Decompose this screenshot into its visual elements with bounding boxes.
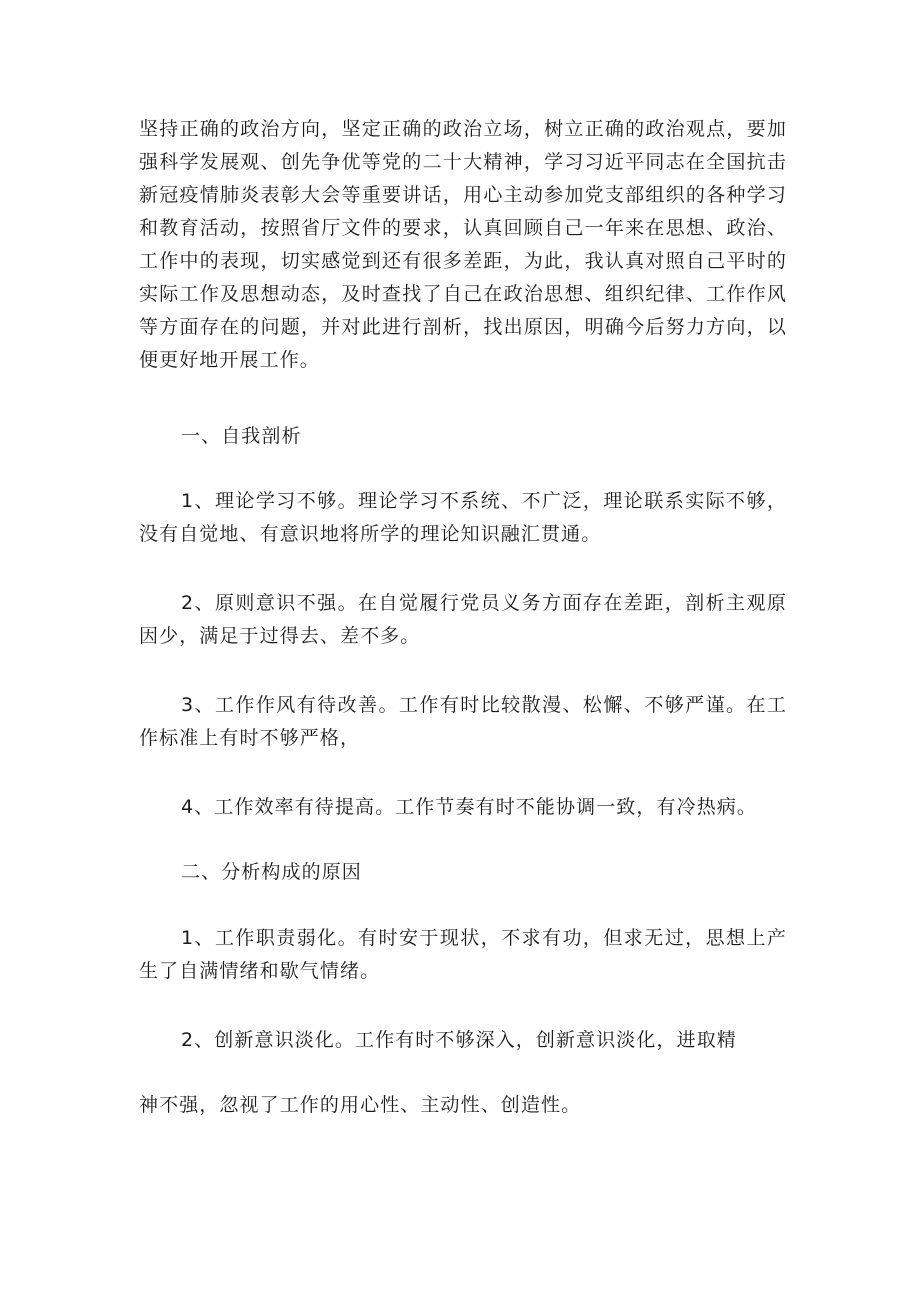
item-innovation-line1: 2、创新意识淡化。工作有时不够深入，创新意识淡化，进取精 [181, 1029, 737, 1051]
section-heading-causes: 二、分析构成的原因 [181, 861, 362, 883]
section-heading-self-analysis: 一、自我剖析 [181, 425, 302, 447]
item-innovation-line2: 神不强，忽视了工作的用心性、主动性、创造性。 [139, 1094, 582, 1116]
item-work-efficiency: 4、工作效率有待提高。工作节奏有时不能协调一致，有冷热病。 [181, 796, 757, 818]
item-responsibility: 1、工作职责弱化。有时安于现状，不求有功，但求无过，思想上产生了自满情绪和歇气情绪。 [139, 927, 787, 982]
item-theory-study: 1、理论学习不够。理论学习不系统、不广泛，理论联系实际不够，没有自觉地、有意识地将所学的理论知识融汇贯通。 [139, 490, 787, 545]
item-principle-awareness: 2、原则意识不强。在自觉履行党员义务方面存在差距，剖析主观原因少，满足于过得去、差不多。 [139, 592, 787, 647]
item-work-style: 3、工作作风有待改善。工作有时比较散漫、松懈、不够严谨。在工作标准上有时不够严格， [139, 694, 787, 749]
intro-paragraph: 坚持正确的政治方向，坚定正确的政治立场，树立正确的政治观点，要加强科学发展观、创先争优等党的二十大精神，学习习近平同志在全国抗击新冠疫情肺炎表彰大会等重要讲话，用心主动参加党支部组织的各种学习和教育活动，按照省厅文件的要求，认真回顾自己一年来在思想、政治、工作中的表现，切实感觉到还有很多差距，为此，我认真对照自己平时的实际工作及思想动态，及时查找了自己在政治思想、组织纪律、工作作风等方面存在的问题，并对此进行剖析，找出原因，明确今后努力方向，以便更好地开展工作。 [139, 118, 787, 371]
